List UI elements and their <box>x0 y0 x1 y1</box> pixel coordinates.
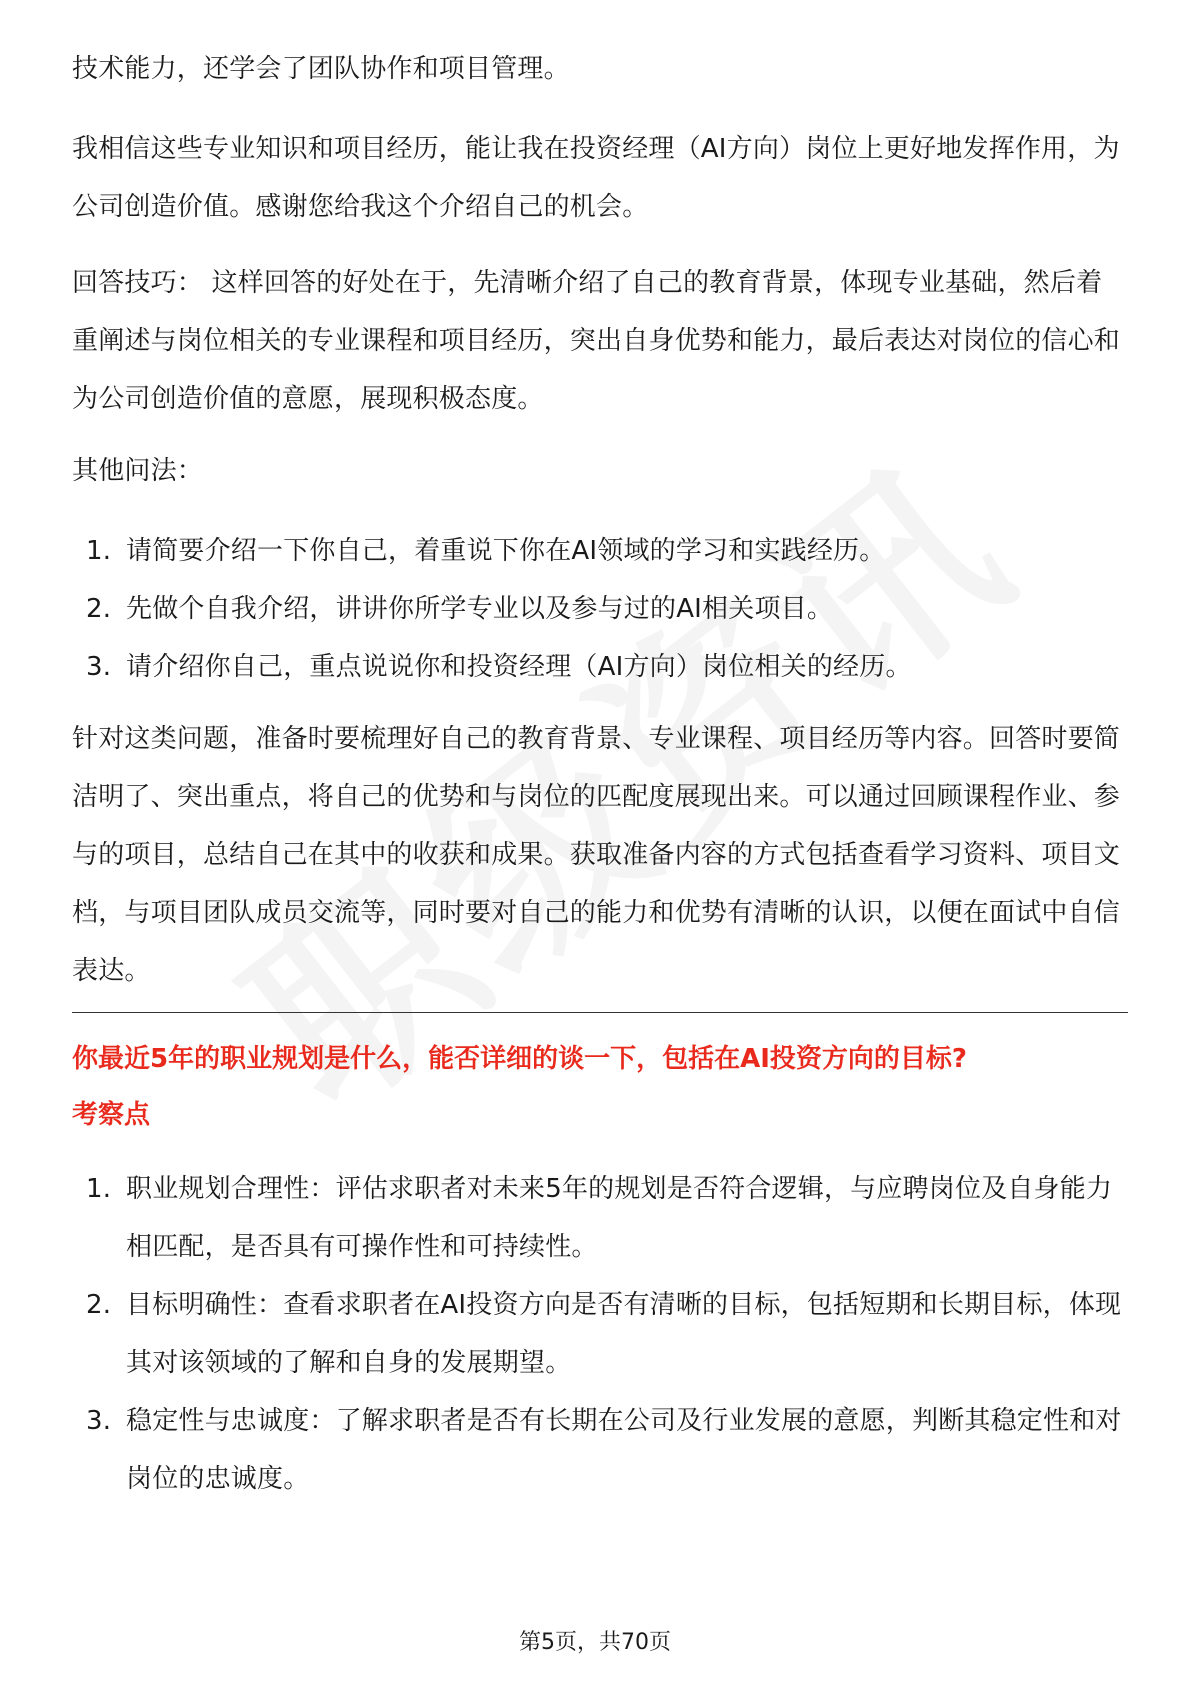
section-divider <box>72 1012 1128 1013</box>
paragraph-answer-tips: 回答技巧： 这样回答的好处在于，先清晰介绍了自己的教育背景，体现专业基础，然后着重阐述与岗位相关的专业课程和项目经历，突出自身优势和能力，最后表达对岗位的信心和为公司创造价值的意愿，展现积极态度。 <box>72 268 1121 414</box>
list-number: 2. <box>86 594 112 624</box>
paragraph-other-questions-label: 其他问法： <box>72 456 204 486</box>
list-item <box>72 1276 1128 1392</box>
list-number: 3. <box>86 1406 112 1436</box>
list-text: 请介绍你自己，重点说说你和投资经理（AI方向）岗位相关的经历。 <box>126 652 912 682</box>
list-number: 1. <box>86 536 112 566</box>
list-item <box>72 638 1128 696</box>
list-item <box>72 1392 1128 1508</box>
assessment-points-heading: 考察点 <box>72 1100 151 1130</box>
list-item <box>72 580 1128 638</box>
list-item <box>72 1160 1128 1276</box>
list-text: 目标明确性：查看求职者在AI投资方向是否有清晰的目标，包括短期和长期目标，体现其对该领域的了解和自身的发展期望。 <box>126 1290 1122 1378</box>
list-text: 职业规划合理性：评估求职者对未来5年的规划是否符合逻辑，与应聘岗位及自身能力相匹配，是否具有可操作性和可持续性。 <box>126 1174 1113 1262</box>
list-text: 请简要介绍一下你自己，着重说下你在AI领域的学习和实践经历。 <box>126 536 886 566</box>
list-number: 3. <box>86 652 112 682</box>
assessment-points-list <box>72 1160 1128 1508</box>
paragraph-2: 我相信这些专业知识和项目经历，能让我在投资经理（AI方向）岗位上更好地发挥作用，为公司创造价值。感谢您给我这个介绍自己的机会。 <box>72 134 1120 222</box>
paragraph-preparation-advice: 针对这类问题，准备时要梳理好自己的教育背景、专业课程、项目经历等内容。回答时要简洁明了、突出重点，将自己的优势和与岗位的匹配度展现出来。可以通过回顾课程作业、参与的项目，总结自己在其中的收获和成果。获取准备内容的方式包括查看学习资料、项目文档，与项目团队成员交流等，同时要对自己的能力和优势有清晰的认识，以便在面试中自信表达。 <box>72 724 1121 986</box>
list-item <box>72 522 1128 580</box>
list-number: 2. <box>86 1290 112 1320</box>
list-text: 稳定性与忠诚度：了解求职者是否有长期在公司及行业发展的意愿，判断其稳定性和对岗位的忠诚度。 <box>126 1406 1122 1494</box>
other-questions-list <box>72 522 1128 696</box>
question-title: 你最近5年的职业规划是什么，能否详细的谈一下，包括在AI投资方向的目标? <box>72 1044 967 1074</box>
page-footer: 第5页，共70页 <box>519 1630 671 1655</box>
list-text: 先做个自我介绍，讲讲你所学专业以及参与过的AI相关项目。 <box>126 594 834 624</box>
paragraph-1: 技术能力，还学会了团队协作和项目管理。 <box>72 54 570 84</box>
list-number: 1. <box>86 1174 112 1204</box>
